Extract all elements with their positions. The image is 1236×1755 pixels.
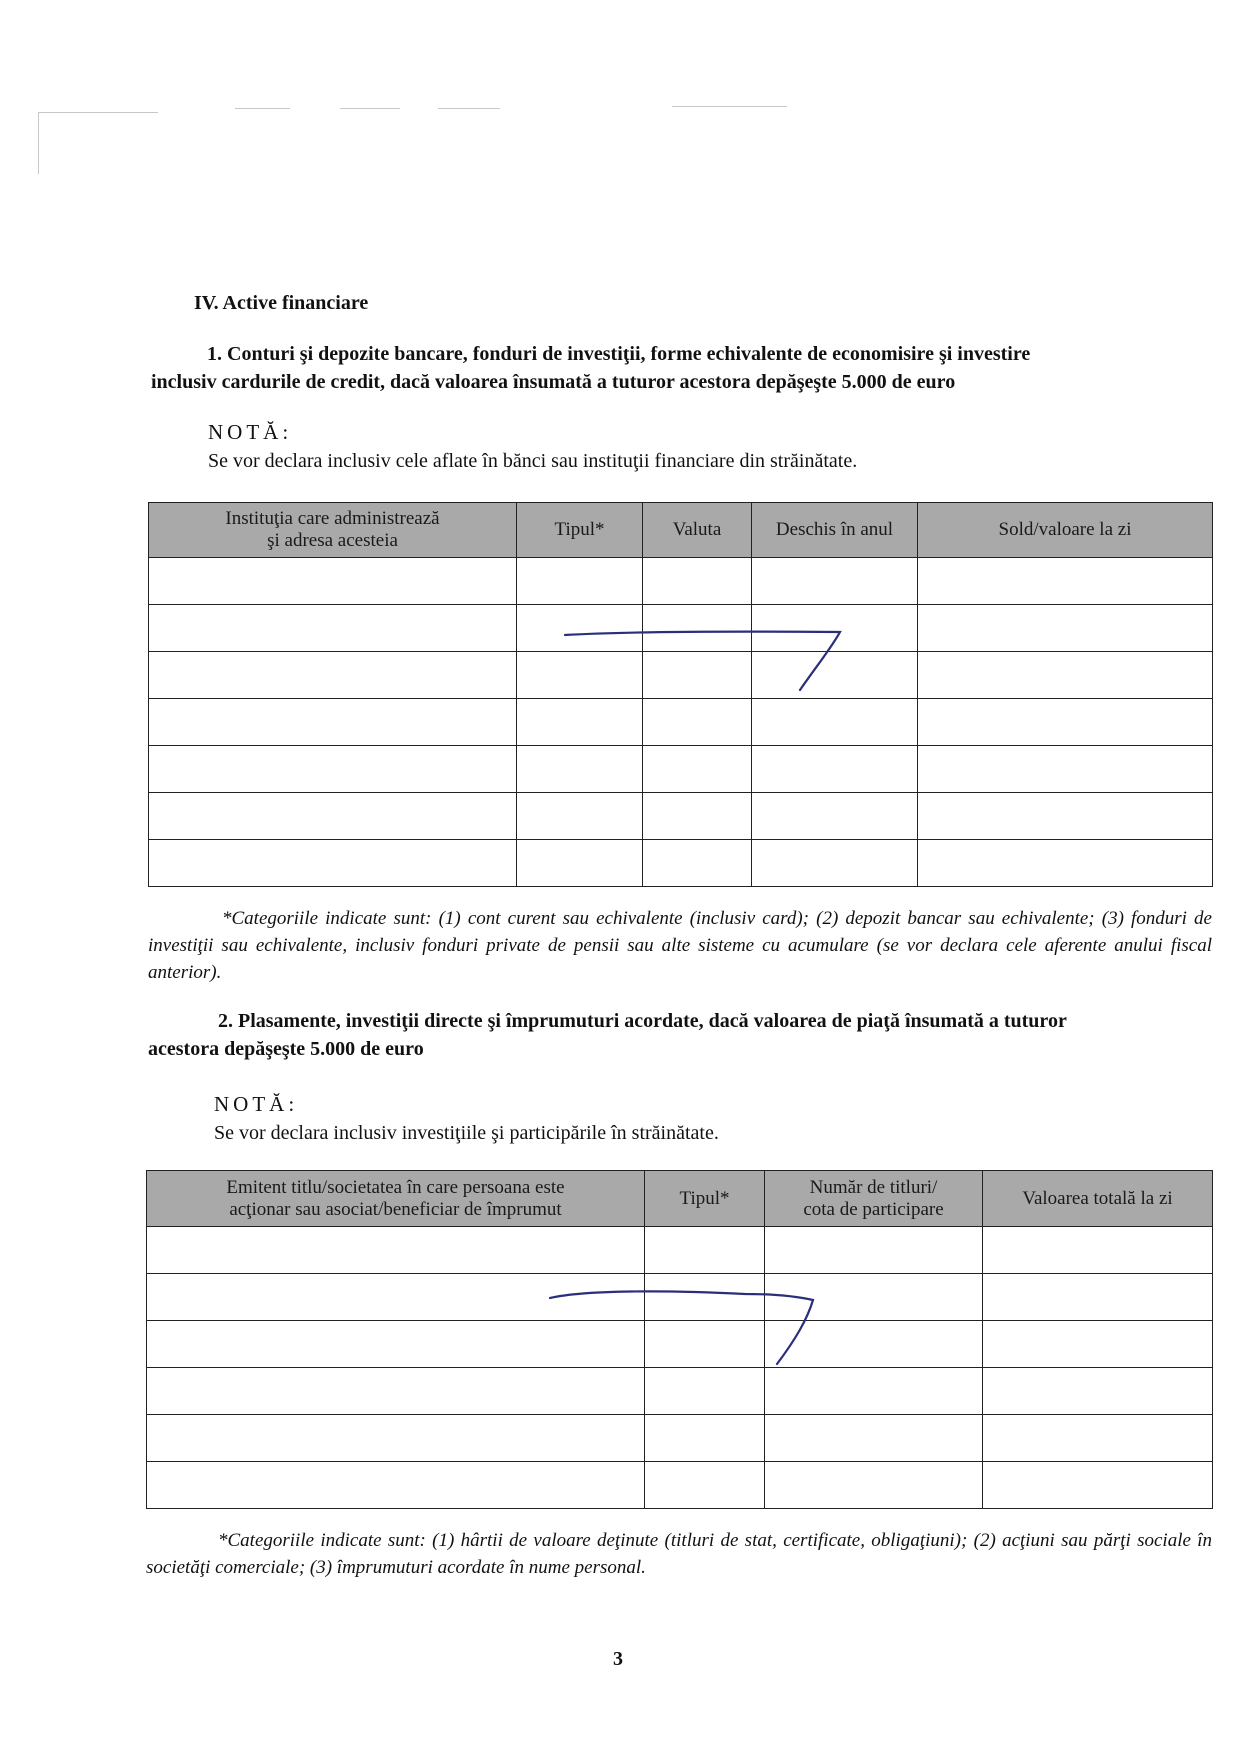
table-cell	[983, 1415, 1213, 1462]
table-cell	[645, 1368, 765, 1415]
table-cell	[517, 793, 643, 840]
section1-heading-line1: 1. Conturi şi depozite bancare, fonduri de investiţii, forme echivalente de economisire şi investire	[207, 343, 1031, 365]
scan-artifact-line	[340, 108, 400, 109]
section2-heading-line1: 2. Plasamente, investiţii directe şi împrumuturi acordate, dacă valoarea de piaţă însumată a tuturor	[218, 1010, 1067, 1032]
table-cell	[149, 840, 517, 887]
table-cell	[918, 840, 1213, 887]
table-cell	[517, 558, 643, 605]
scan-artifact-line	[38, 112, 39, 174]
table-cell	[149, 793, 517, 840]
table-cell	[517, 746, 643, 793]
table-cell	[645, 1227, 765, 1274]
table-cell	[645, 1462, 765, 1509]
table-cell	[765, 1462, 983, 1509]
table-cell	[918, 652, 1213, 699]
table-cell	[147, 1227, 645, 1274]
table-cell	[918, 793, 1213, 840]
header-issuer-line1: Emitent titlu/societatea în care persoana este	[226, 1176, 565, 1198]
header-number-of-titles	[765, 1171, 983, 1227]
table-row	[149, 840, 1213, 887]
table-cell	[752, 746, 918, 793]
table-cell	[643, 840, 752, 887]
table-cell	[645, 1415, 765, 1462]
table-cell	[918, 605, 1213, 652]
table-row	[147, 1227, 1213, 1274]
table-cell	[918, 746, 1213, 793]
table-row	[147, 1368, 1213, 1415]
table-cell	[643, 699, 752, 746]
table-cell	[765, 1368, 983, 1415]
section1-heading-line2: inclusiv cardurile de credit, dacă valoarea însumată a tuturor acestora depăşeşte 5.000 de euro	[151, 371, 956, 393]
section1-footnote-text: *Categoriile indicate sunt: (1) cont curent sau echivalente (inclusiv card); (2) depozit bancar sau echivalente; (3) fonduri de investiţii sau echivalente, inclusiv fonduri private de pensii sau alte sisteme cu acumulare (se vor declara cele aferente anului fiscal anterior).	[148, 908, 1212, 983]
scan-artifact-line	[235, 108, 290, 109]
table-cell	[643, 746, 752, 793]
table-cell	[517, 699, 643, 746]
section1-heading	[151, 340, 1211, 396]
table-cell	[149, 558, 517, 605]
table-cell	[149, 652, 517, 699]
table-cell	[983, 1462, 1213, 1509]
table-cell	[517, 840, 643, 887]
table-cell	[918, 558, 1213, 605]
table-cell	[752, 793, 918, 840]
table-cell	[983, 1321, 1213, 1368]
header-type: Tipul*	[517, 503, 643, 558]
table-cell	[765, 1227, 983, 1274]
section2-footnote-text: *Categoriile indicate sunt: (1) hârtii de valoare deţinute (titluri de stat, certificate, obligaţiuni); (2) acţiuni sau părţi sociale în societăţi comerciale; (3) împrumuturi acordate în nume personal.	[146, 1530, 1212, 1578]
header-institution	[149, 503, 517, 558]
table-row	[149, 558, 1213, 605]
header-number-line1: Număr de titluri/	[809, 1176, 938, 1198]
table-cell	[765, 1415, 983, 1462]
table-cell	[918, 699, 1213, 746]
header-institution-line2: şi adresa acesteia	[267, 530, 398, 551]
table-cell	[147, 1462, 645, 1509]
section2-heading	[148, 1007, 1214, 1063]
scan-artifact-line	[672, 106, 787, 107]
table-row	[149, 746, 1213, 793]
header-opened-year: Deschis în anul	[752, 503, 918, 558]
table-cell	[983, 1227, 1213, 1274]
section2-footnote	[146, 1527, 1212, 1581]
header-balance: Sold/valoare la zi	[918, 503, 1213, 558]
table-row	[147, 1415, 1213, 1462]
section2-nota-text: Se vor declara inclusiv investiţiile şi participările în străinătate.	[214, 1122, 719, 1144]
header-type: Tipul*	[645, 1171, 765, 1227]
scan-artifact-line	[38, 112, 158, 113]
header-total-value: Valoarea totală la zi	[983, 1171, 1213, 1227]
section2-heading-line2: acestora depăşeşte 5.000 de euro	[148, 1038, 424, 1060]
header-number-line2: cota de participare	[803, 1198, 944, 1220]
handwritten-strike-mark	[545, 1282, 845, 1372]
section1-nota-label: NOTĂ:	[208, 420, 293, 444]
header-currency: Valuta	[643, 503, 752, 558]
section-title: IV. Active financiare	[194, 292, 369, 314]
header-institution-line1: Instituţia care administrează	[225, 508, 440, 529]
table-row	[149, 699, 1213, 746]
table-cell	[983, 1368, 1213, 1415]
table-cell	[149, 699, 517, 746]
table-cell	[752, 840, 918, 887]
scan-artifact-line	[438, 108, 500, 109]
section2-nota-label: NOTĂ:	[214, 1092, 299, 1116]
section1-nota-text: Se vor declara inclusiv cele aflate în bănci sau instituţii financiare din străinătate.	[208, 450, 858, 472]
page-number: 3	[613, 1648, 623, 1670]
section1-footnote	[148, 905, 1212, 986]
handwritten-strike-mark	[560, 618, 860, 698]
table-cell	[643, 558, 752, 605]
table-cell	[147, 1368, 645, 1415]
table-cell	[149, 605, 517, 652]
table-cell	[752, 699, 918, 746]
table-cell	[643, 793, 752, 840]
table-cell	[149, 746, 517, 793]
table-cell	[983, 1274, 1213, 1321]
table-cell	[752, 558, 918, 605]
header-issuer	[147, 1171, 645, 1227]
header-issuer-line2: acţionar sau asociat/beneficiar de împrumut	[229, 1198, 562, 1220]
table-row	[149, 793, 1213, 840]
table-cell	[147, 1415, 645, 1462]
table-row	[147, 1462, 1213, 1509]
